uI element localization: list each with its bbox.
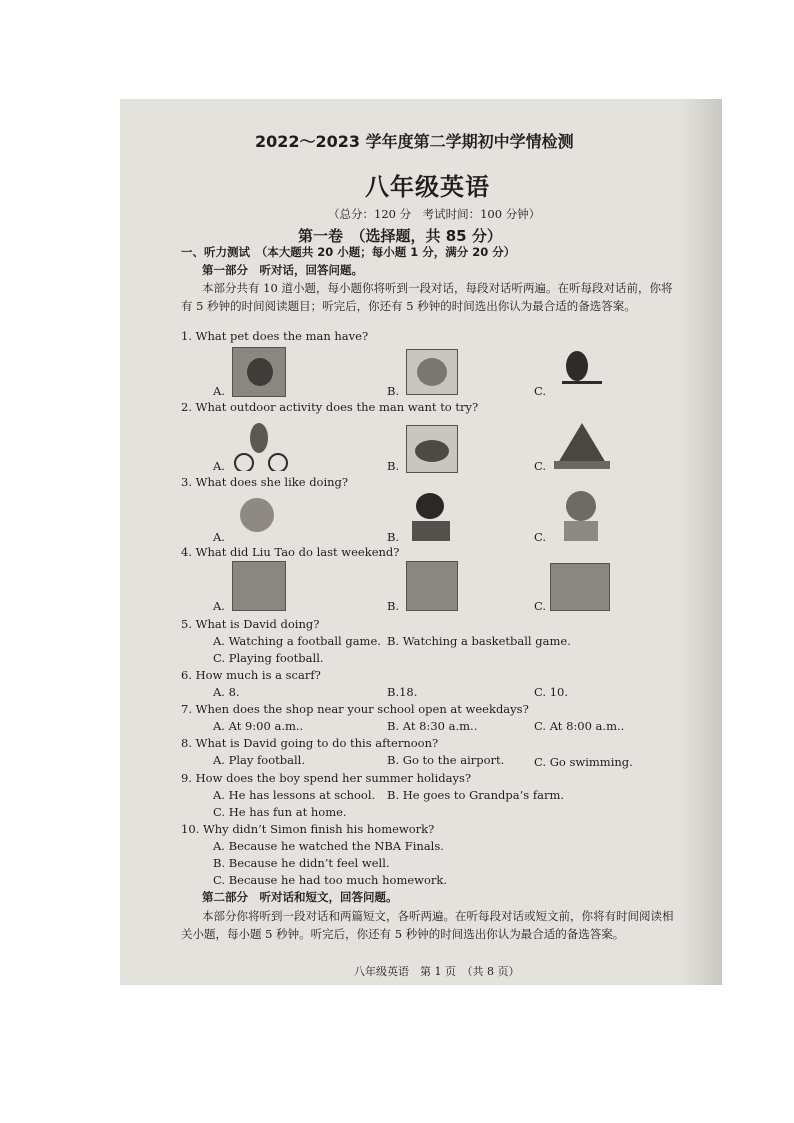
reading-picture: [404, 491, 458, 543]
question-stem: 2. What outdoor activity does the man want to try?: [181, 400, 479, 414]
option-label: B.: [387, 530, 400, 544]
cycling-picture: [232, 419, 288, 471]
dog-picture: [232, 347, 286, 397]
question-stem: 4. What did Liu Tao do last weekend?: [181, 545, 400, 559]
option-label: B.: [387, 599, 400, 613]
question-stem: 10. Why didn’t Simon finish his homework?: [181, 822, 435, 836]
option-label: C.: [534, 599, 547, 613]
option-label: C.: [534, 459, 547, 473]
volume-title: 第一卷 （选择题，共 85 分）: [298, 227, 502, 245]
option-b: B. Because he didn’t feel well.: [213, 856, 390, 870]
option-a: A. Because he watched the NBA Finals.: [213, 839, 444, 853]
option-label: A.: [213, 384, 225, 398]
option-label: B.: [387, 459, 400, 473]
photo-b-picture: [406, 561, 458, 611]
page-edge-shadow: [680, 99, 722, 985]
photo-a-picture: [232, 561, 286, 611]
horse-riding-picture: [406, 425, 458, 473]
option-a: A. At 9:00 a.m..: [213, 719, 304, 733]
cat-picture: [406, 349, 458, 395]
option-b: B. Watching a basketball game.: [387, 634, 571, 648]
option-c: C. Because he had too much homework.: [213, 873, 448, 887]
option-label: A.: [213, 599, 225, 613]
option-a: A. Watching a football game.: [213, 634, 381, 648]
option-c: C. Playing football.: [213, 651, 324, 665]
option-a: A. He has lessons at school.: [213, 788, 376, 802]
part1-instructions: 本部分共有 10 道小题，每小题你将听到一段对话，每段对话听两遍。在听每段对话前，你将有 5 秒钟的时间阅读题目；听完后，你还有 5 秒钟的时间选出你认为最合适的备选答案。: [181, 281, 673, 313]
option-b: B.18.: [387, 685, 418, 699]
camping-picture: [554, 415, 610, 471]
page-footer: 八年级英语 第 1 页 （共 8 页）: [354, 965, 520, 978]
option-label: B.: [387, 384, 400, 398]
option-c: C. He has fun at home.: [213, 805, 347, 819]
parrot-picture: [556, 345, 606, 395]
option-label: C.: [534, 530, 547, 544]
option-c: C. Go swimming.: [534, 755, 633, 769]
exam-paper-photo: [120, 99, 722, 985]
option-label: A.: [213, 530, 225, 544]
option-c: C. 10.: [534, 685, 568, 699]
part2-heading: 第二部分 听对话和短文，回答问题。: [202, 890, 398, 904]
option-b: B. He goes to Grandpa’s farm.: [387, 788, 565, 802]
question-stem: 7. When does the shop near your school open at weekdays?: [181, 702, 529, 716]
question-stem: 5. What is David doing?: [181, 617, 320, 631]
exam-header-title: 2022～2023 学年度第二学期初中学情检测: [255, 132, 574, 151]
option-b: B. Go to the airport.: [387, 753, 505, 767]
option-label: C.: [534, 384, 547, 398]
question-stem: 8. What is David going to do this afternoon?: [181, 736, 439, 750]
question-stem: 1. What pet does the man have?: [181, 329, 369, 343]
option-c: C. At 8:00 a.m..: [534, 719, 625, 733]
section-heading-listening: 一、听力测试 （本大题共 20 小题；每小题 1 分，满分 20 分）: [181, 245, 516, 259]
singing-picture: [232, 494, 282, 542]
option-a: A. 8.: [213, 685, 240, 699]
option-b: B. At 8:30 a.m..: [387, 719, 478, 733]
question-stem: 3. What does she like doing?: [181, 475, 349, 489]
subject-title: 八年级英语: [365, 173, 490, 201]
question-stem: 9. How does the boy spend her summer holidays?: [181, 771, 472, 785]
drawing-picture: [554, 489, 608, 543]
exam-info: （总分：120 分 考试时间：100 分钟）: [328, 207, 541, 221]
option-label: A.: [213, 459, 225, 473]
part2-instructions: 本部分你将听到一段对话和两篇短文，各听两遍。在听每段对话或短文前，你将有时间阅读相关小题，每小题 5 秒钟。听完后，你还有 5 秒钟的时间选出你认为最合适的备选答案。: [181, 909, 674, 941]
photo-c-picture: [550, 563, 610, 611]
part1-heading: 第一部分 听对话，回答问题。: [202, 263, 363, 277]
option-a: A. Play football.: [213, 753, 305, 767]
question-stem: 6. How much is a scarf?: [181, 668, 321, 682]
